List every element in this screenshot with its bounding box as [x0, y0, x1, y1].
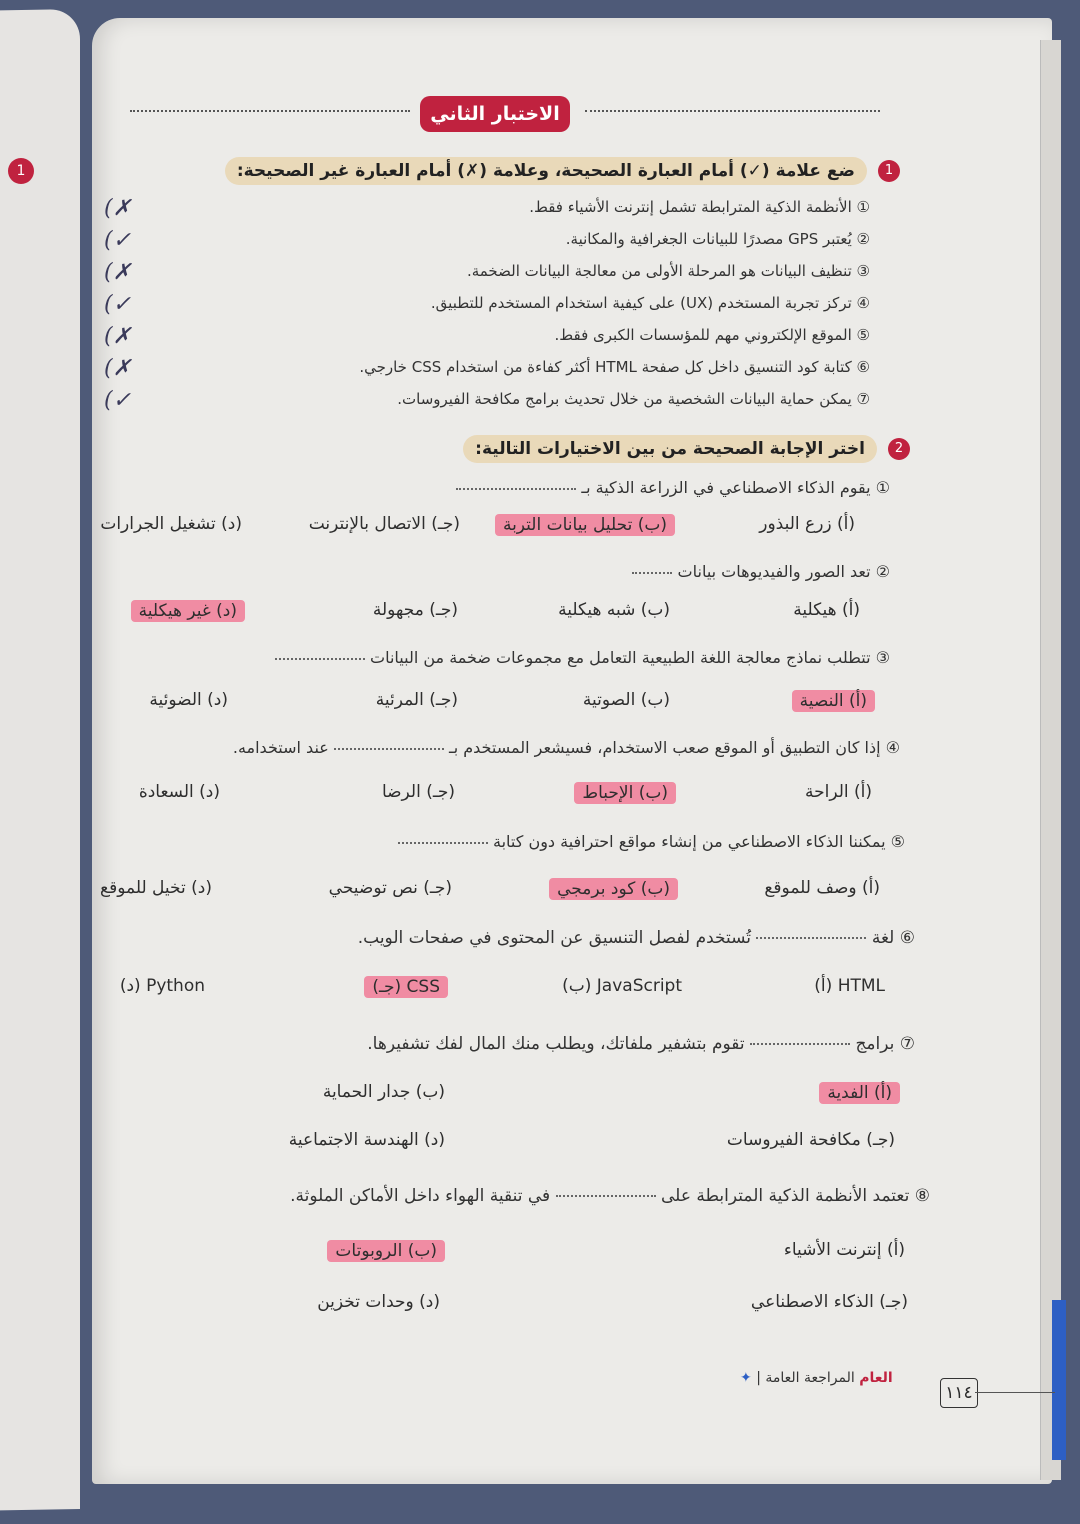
handwritten-mark: (✓: [104, 228, 132, 253]
q2-option: (جـ) الذكاء الاصطناعي: [750, 1292, 908, 1312]
q2-title: اختر الإجابة الصحيحة من بين الاختيارات التالية:: [463, 435, 877, 463]
q2-option: (أ) إنترنت الأشياء: [783, 1240, 905, 1260]
q2-option: (جـ) الرضا: [381, 782, 455, 802]
q1-statement: ④ تركز تجربة المستخدم (UX) على كيفية استخدام المستخدم للتطبيق.: [430, 294, 870, 312]
handwritten-mark: (✗: [104, 324, 132, 349]
left-page-marker: 1: [8, 158, 34, 184]
q2-option: Python (د): [119, 976, 205, 996]
handwritten-mark: (✗: [104, 196, 132, 221]
footer-text: المراجعة العامة |: [756, 1370, 855, 1386]
q2-option-correct: (ب) تحليل بيانات التربة: [495, 514, 675, 536]
q2-stem: ① يقوم الذكاء الاصطناعي في الزراعة الذكية بـ: [456, 478, 890, 497]
q2-option: (د) وحدات تخزين: [317, 1292, 440, 1312]
q2-option-correct: (ب) الروبوتات: [327, 1240, 445, 1262]
q2-option-correct: (ب) الإحباط: [574, 782, 676, 804]
q1-statement: ② يُعتبر GPS مصدرًا للبيانات الجغرافية والمكانية.: [565, 230, 870, 248]
footer-logo-icon: ✦: [740, 1370, 752, 1386]
q2-option: (جـ) مكافحة الفيروسات: [726, 1130, 895, 1150]
q1-statement: ① الأنظمة الذكية المترابطة تشمل إنترنت الأشياء فقط.: [529, 198, 870, 216]
q2-stem: ⑤ يمكننا الذكاء الاصطناعي من إنشاء مواقع احترافية دون كتابة: [398, 832, 905, 851]
q2-option: (جـ) المرئية: [375, 690, 458, 710]
q2-option: HTML (أ): [814, 976, 885, 996]
q2-option-correct: CSS (جـ): [364, 976, 448, 998]
q2-option: (د) تشغيل الجرارات: [100, 514, 242, 534]
q2-option: (د) تخيل للموقع: [100, 878, 212, 898]
handwritten-mark: (✓: [104, 388, 132, 413]
header-rule-right: [585, 110, 880, 112]
q2-stem: ⑥ لغة تُستخدم لفصل التنسيق عن المحتوى في صفحات الويب.: [357, 928, 915, 948]
handwritten-mark: (✗: [104, 356, 132, 381]
q1-title: ضع علامة (✓) أمام العبارة الصحيحة، وعلامة (✗) أمام العبارة غير الصحيحة:: [225, 157, 867, 185]
footer-brand: العام: [859, 1370, 893, 1386]
page-number: ١١٤: [940, 1378, 978, 1408]
header-rule-left: [130, 110, 410, 112]
footer: [740, 1370, 893, 1386]
q2-option: (أ) زرع البذور: [759, 514, 855, 534]
q2-option-correct: (أ) الفدية: [819, 1082, 900, 1104]
q1-statement: ③ تنظيف البيانات هو المرحلة الأولى من معالجة البيانات الضخمة.: [466, 262, 870, 280]
footer-rule: [975, 1392, 1055, 1393]
handwritten-mark: (✗: [104, 260, 132, 285]
q2-option: (د) الضوئية: [149, 690, 228, 710]
q1-statement: ⑤ الموقع الإلكتروني مهم للمؤسسات الكبرى فقط.: [554, 326, 870, 344]
q2-option-correct: (ب) كود برمجي: [549, 878, 678, 900]
q2-option: (ب) جدار الحماية: [322, 1082, 445, 1102]
q2-option: (ب) شبه هيكلية: [558, 600, 670, 620]
blue-tab: [1052, 1300, 1066, 1460]
q2-option: (د) الهندسة الاجتماعية: [288, 1130, 445, 1150]
q2-option: (أ) الراحة: [804, 782, 872, 802]
q1-heading: [225, 160, 900, 182]
q2-option: (أ) هيكلية: [793, 600, 860, 620]
left-page: [0, 9, 80, 1511]
q2-option: (جـ) نص توضيحي: [328, 878, 452, 898]
q2-stem: ③ تتطلب نماذج معالجة اللغة الطبيعية التعامل مع مجموعات ضخمة من البيانات: [275, 648, 890, 667]
q2-option-correct: (أ) النصية: [792, 690, 875, 712]
q2-option: (د) السعادة: [138, 782, 220, 802]
q2-option: (ب) الصوتية: [582, 690, 670, 710]
section-title: الاختبار الثاني: [420, 96, 570, 132]
q2-stem: ⑧ تعتمد الأنظمة الذكية المترابطة على في تنقية الهواء داخل الأماكن الملوثة.: [290, 1186, 930, 1206]
q2-heading: [463, 438, 910, 460]
q2-option: (أ) وصف للموقع: [764, 878, 880, 898]
q2-stem: ④ إذا كان التطبيق أو الموقع صعب الاستخدام، فسيشعر المستخدم بـ عند استخدامه.: [232, 738, 900, 757]
handwritten-mark: (✓: [104, 292, 132, 317]
page-edge: [1040, 40, 1061, 1480]
q1-statement: ⑥ كتابة كود التنسيق داخل كل صفحة HTML أكثر كفاءة من استخدام CSS خارجي.: [359, 358, 870, 376]
q2-option-correct: (د) غير هيكلية: [131, 600, 245, 622]
q2-option: (جـ) الاتصال بالإنترنت: [308, 514, 460, 534]
q1-number: 1: [878, 160, 900, 182]
q2-stem: ② تعد الصور والفيديوهات بيانات: [632, 562, 890, 581]
q2-stem: ⑦ برامج تقوم بتشفير ملفاتك، ويطلب منك المال لفك تشفيرها.: [367, 1034, 915, 1054]
q2-option: (جـ) مجهولة: [372, 600, 458, 620]
q2-option: JavaScript (ب): [562, 976, 682, 996]
q2-number: 2: [888, 438, 910, 460]
q1-statement: ⑦ يمكن حماية البيانات الشخصية من خلال تحديث برامج مكافحة الفيروسات.: [397, 390, 870, 408]
